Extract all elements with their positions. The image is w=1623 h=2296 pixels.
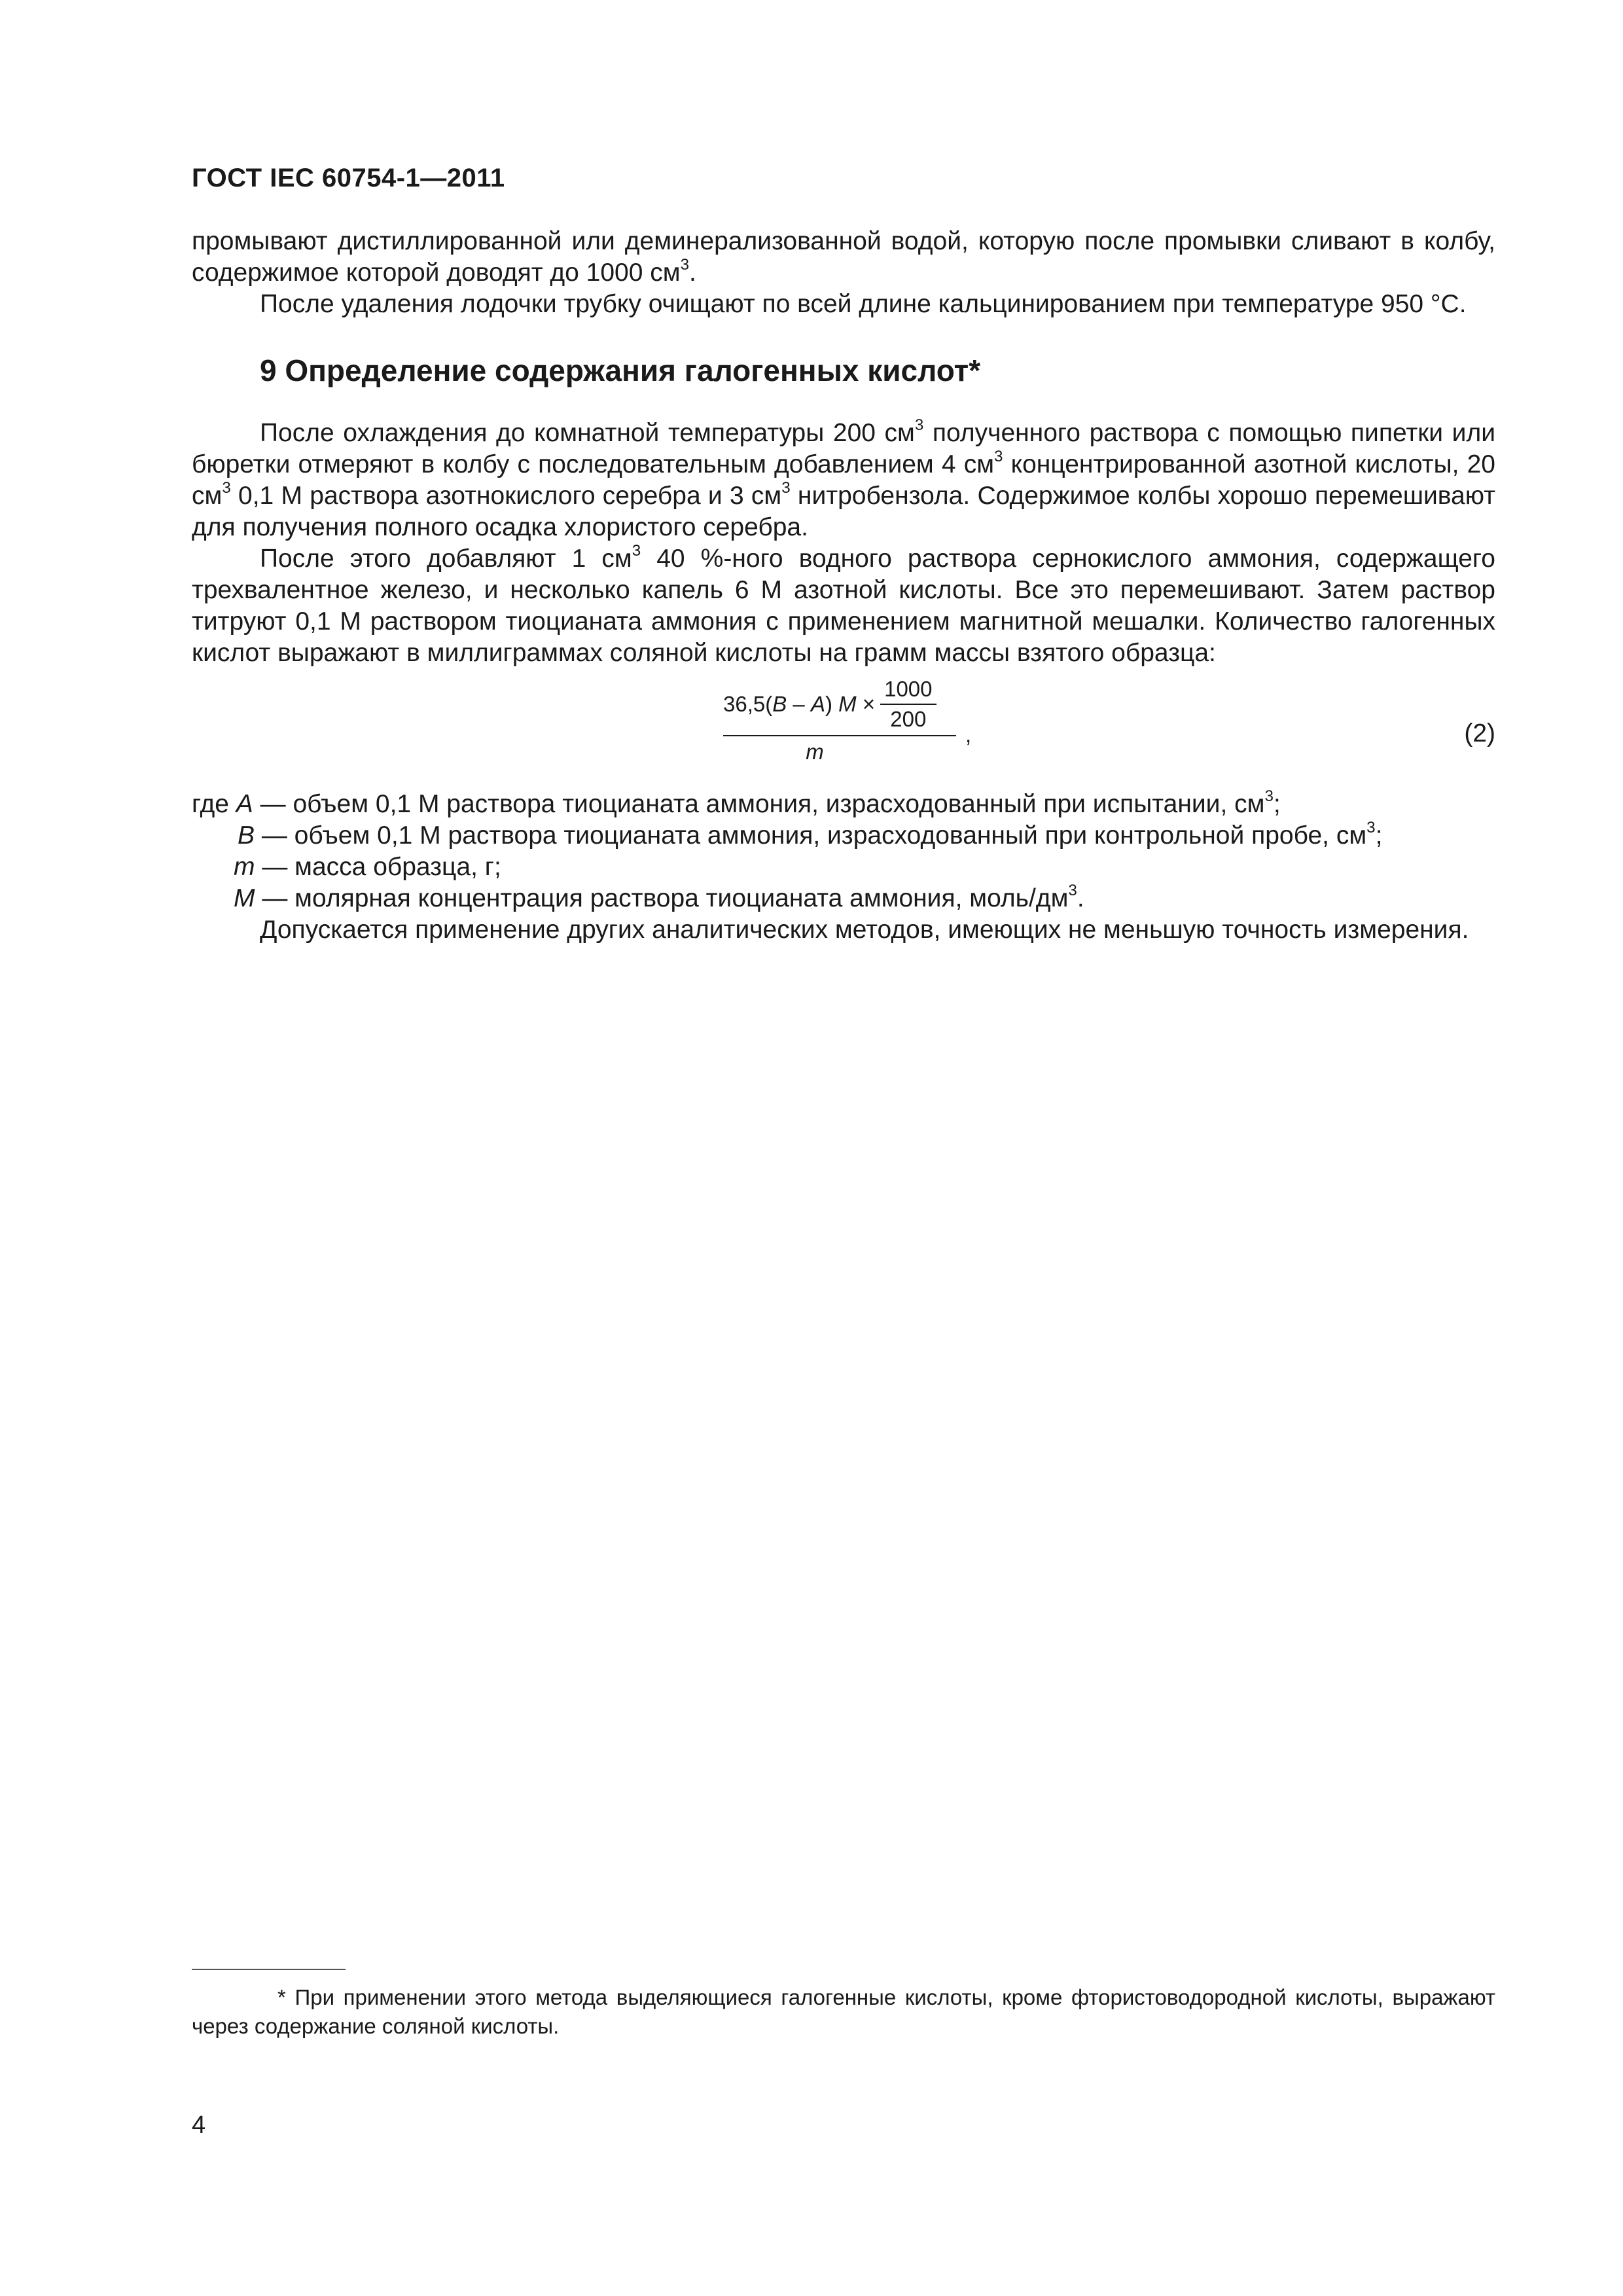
- text-run: ;: [1375, 821, 1383, 850]
- superscript: 3: [680, 256, 690, 274]
- definition-a: [192, 789, 1495, 820]
- variable-definitions: [192, 789, 1495, 914]
- fraction-bar: [723, 735, 956, 736]
- var-name: M: [234, 884, 255, 912]
- superscript: 3: [781, 479, 791, 497]
- text-run: .: [1077, 884, 1084, 912]
- footnote-divider: [192, 1969, 346, 1970]
- formula-number: (2): [1464, 719, 1495, 747]
- definition-M: [192, 883, 1495, 914]
- document-header: ГОСТ IEC 60754-1—2011: [192, 164, 505, 192]
- page-content: [192, 226, 1495, 946]
- intro-line-2: колбу, содержимое которой доводят до 1000 см: [192, 227, 1495, 287]
- formula-block: [192, 676, 1495, 776]
- var-name: m: [234, 853, 255, 881]
- closing-paragraph: Допускается применение других аналитических методов, имеющих не меньшую точность измерения.: [260, 916, 1469, 944]
- definition-b: [192, 820, 1495, 852]
- intro-paragraph-2: После удаления лодочки трубку очищают по всей длине кальцинированием при температуре 950 °С.: [260, 290, 1467, 318]
- formula-comma: ,: [965, 723, 972, 747]
- text-run: — масса образца, г;: [255, 853, 501, 881]
- intro-line-1: промывают дистиллированной или деминерализованной водой, которую после промывки сливают в: [192, 227, 1414, 255]
- text-run: концентрированной азотной кислоты, 20 см: [192, 450, 1495, 510]
- superscript: 3: [994, 448, 1003, 466]
- formula-times: ×: [862, 692, 876, 716]
- text-run: 0,1 М раствора азотнокислого серебра и 3 см: [230, 482, 782, 510]
- text-run: 40 %-ного водного раствора сернокислого аммония, содержащего трехвалентное железо, и несколько капель 6 М азотной кислоты. Все это перемешивают. Затем раствор титруют 0,1 М раствором тиоцианата аммония с применением магнитной мешалки. Количество галогенных кислот выражают в миллиграммах соляной кислоты на грамм массы взятого образца:: [192, 545, 1495, 667]
- definition-m: [192, 852, 1495, 883]
- section-paragraph-1: [192, 418, 1495, 543]
- formula-var-a: A: [810, 692, 825, 716]
- formula-minus: –: [787, 692, 811, 716]
- intro-paragraph-1: [192, 226, 1495, 289]
- superscript: 3: [1068, 882, 1077, 900]
- formula-var-b: B: [772, 692, 787, 716]
- text-run: После этого добавляют 1 см: [260, 545, 632, 573]
- inner-numerator: 1000: [880, 676, 936, 705]
- text-run: ;: [1273, 790, 1281, 818]
- formula-numerator: [723, 676, 956, 732]
- formula-denominator: [749, 739, 880, 765]
- superscript: 3: [1366, 819, 1376, 837]
- superscript: 3: [632, 542, 641, 560]
- text-run: — молярная концентрация раствора тиоцианата аммония, моль/дм: [255, 884, 1069, 912]
- formula-coefficient: 36,5: [723, 692, 766, 716]
- formula-paren: ): [825, 692, 832, 716]
- text-run: — объем 0,1 М раствора тиоцианата аммония, израсходованный при контрольной пробе, см: [255, 821, 1367, 850]
- section-heading: 9 Определение содержания галогенных кислот*: [260, 353, 981, 387]
- period: .: [689, 259, 696, 287]
- superscript: 3: [914, 416, 924, 435]
- inner-denominator: 200: [890, 707, 927, 731]
- formula-var-m-small: m: [806, 740, 824, 764]
- superscript: 3: [222, 479, 231, 497]
- formula-inner-fraction: [880, 676, 936, 732]
- page-number: 4: [192, 2111, 206, 2139]
- superscript: 3: [1264, 787, 1274, 806]
- text-run: полученного раствора с помощью пипетки или бюретки отмеряют в колбу с последовательным добавлением 4 см: [192, 419, 1495, 478]
- var-name: A: [236, 790, 253, 818]
- footnote: * При применении этого метода выделяющиеся галогенные кислоты, кроме фтористоводородной кислоты, выражают через содержание соляной кислоты.: [192, 1985, 1495, 2038]
- text-run: нитробензола. Содержимое колбы хорошо перемешивают для получения полного осадка хлористого серебра.: [192, 482, 1495, 541]
- var-name: B: [238, 821, 255, 850]
- formula-paren: (: [765, 692, 773, 716]
- text-run: После охлаждения до комнатной температуры 200 см: [260, 419, 915, 447]
- text-run: где: [192, 790, 236, 818]
- text-run: — объем 0,1 М раствора тиоцианата аммония, израсходованный при испытании, см: [253, 790, 1265, 818]
- formula: [723, 676, 972, 765]
- formula-var-m: M: [838, 692, 857, 716]
- section-paragraph-2: [192, 543, 1495, 669]
